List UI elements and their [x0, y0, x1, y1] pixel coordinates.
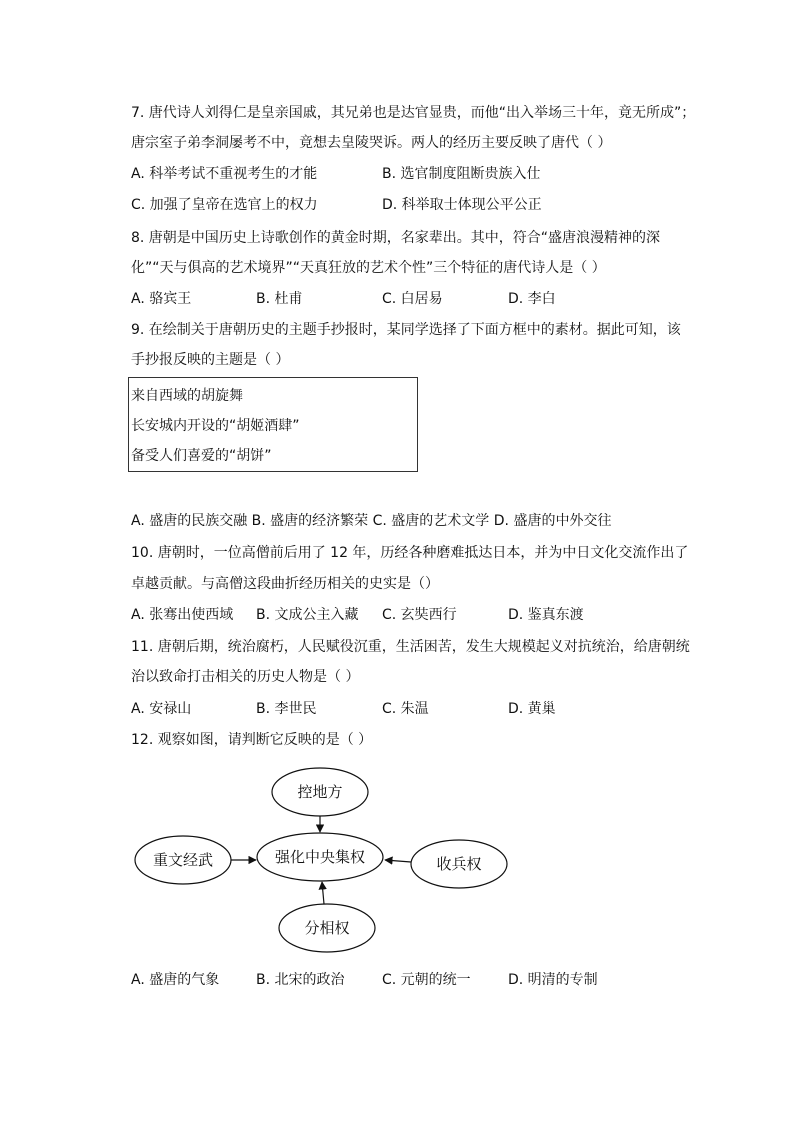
question-10-stem-line-1: 10. 唐朝时，一位高僧前后用了 12 年，历经各种磨难抵达日本，并为中日文化交流作出了	[131, 545, 689, 561]
node-right-label: 收兵权	[436, 855, 482, 873]
arrow-right-to-center	[385, 860, 411, 862]
question-9-stem-line-1: 9. 在绘制关于唐朝历史的主题手抄报时，某同学选择了下面方框中的素材。据此可知，该	[131, 322, 681, 338]
question-12-option-c[interactable]: C. 元朝的统一	[382, 972, 471, 988]
question-9-stem-line-2: 手抄报反映的主题是（ ）	[131, 352, 290, 368]
question-10-stem-line-2: 卓越贡献。与高僧这段曲折经历相关的史实是（）	[131, 576, 439, 592]
node-bottom-label: 分相权	[304, 919, 350, 937]
question-9-material-box	[128, 377, 418, 472]
arrow-bottom-to-center	[322, 882, 324, 904]
question-10-option-c[interactable]: C. 玄奘西行	[382, 607, 457, 623]
question-8-option-a[interactable]: A. 骆宾王	[131, 291, 192, 307]
question-10-option-a[interactable]: A. 张骞出使西域	[131, 607, 234, 623]
question-10-option-b[interactable]: B. 文成公主入藏	[256, 607, 359, 623]
material-item: 长安城内开设的“胡姬酒肆”	[131, 418, 300, 434]
question-11-option-a[interactable]: A. 安禄山	[131, 701, 192, 717]
question-12-diagram	[128, 762, 513, 958]
node-top-label: 控地方	[297, 783, 343, 801]
question-12-stem: 12. 观察如图，请判断它反映的是（ ）	[131, 732, 373, 748]
question-8-option-b[interactable]: B. 杜甫	[256, 291, 303, 307]
question-12-option-b[interactable]: B. 北宋的政治	[256, 972, 345, 988]
material-item: 来自西域的胡旋舞	[131, 388, 243, 404]
node-center-label: 强化中央集权	[274, 848, 365, 866]
node-left-label: 重文经武	[152, 851, 213, 869]
question-7-option-c[interactable]: C. 加强了皇帝在选官上的权力	[131, 197, 318, 213]
question-10-option-d[interactable]: D. 鉴真东渡	[508, 607, 584, 623]
question-8-stem-line-2: 化”“天与俱高的艺术境界”“天真狂放的艺术个性”三个特征的唐代诗人是（ ）	[131, 260, 606, 276]
question-8-option-c[interactable]: C. 白居易	[382, 291, 443, 307]
material-item: 备受人们喜爱的“胡饼”	[131, 448, 272, 464]
question-12-option-a[interactable]: A. 盛唐的气象	[131, 972, 220, 988]
question-7-option-d[interactable]: D. 科举取士体现公平公正	[382, 197, 542, 213]
question-11-option-b[interactable]: B. 李世民	[256, 701, 317, 717]
question-11-option-c[interactable]: C. 朱温	[382, 701, 429, 717]
question-7-option-b[interactable]: B. 选官制度阻断贵族入仕	[382, 166, 541, 182]
question-11-stem-line-1: 11. 唐朝后期，统治腐朽，人民赋役沉重，生活困苦，发生大规模起义对抗统治，给唐朝统	[131, 639, 690, 655]
question-7-stem-line-2: 唐宗室子弟李洞屡考不中，竟想去皇陵哭诉。两人的经历主要反映了唐代（ ）	[131, 135, 612, 151]
question-9-options[interactable]: A. 盛唐的民族交融 B. 盛唐的经济繁荣 C. 盛唐的艺术文学 D. 盛唐的中外交往	[131, 513, 612, 529]
question-12-option-d[interactable]: D. 明清的专制	[508, 972, 598, 988]
question-11-stem-line-2: 治以致命打击相关的历史人物是（ ）	[131, 669, 360, 685]
question-8-option-d[interactable]: D. 李白	[508, 291, 556, 307]
question-11-option-d[interactable]: D. 黄巢	[508, 701, 556, 717]
question-8-stem-line-1: 8. 唐朝是中国历史上诗歌创作的黄金时期，名家辈出。其中，符合“盛唐浪漫精神的深	[131, 230, 661, 246]
question-7-option-a[interactable]: A. 科举考试不重视考生的才能	[131, 166, 318, 182]
question-7-stem-line-1: 7. 唐代诗人刘得仁是皇亲国戚，其兄弟也是达官显贵，而他“出入举场三十年，竟无所成”；	[131, 105, 696, 121]
